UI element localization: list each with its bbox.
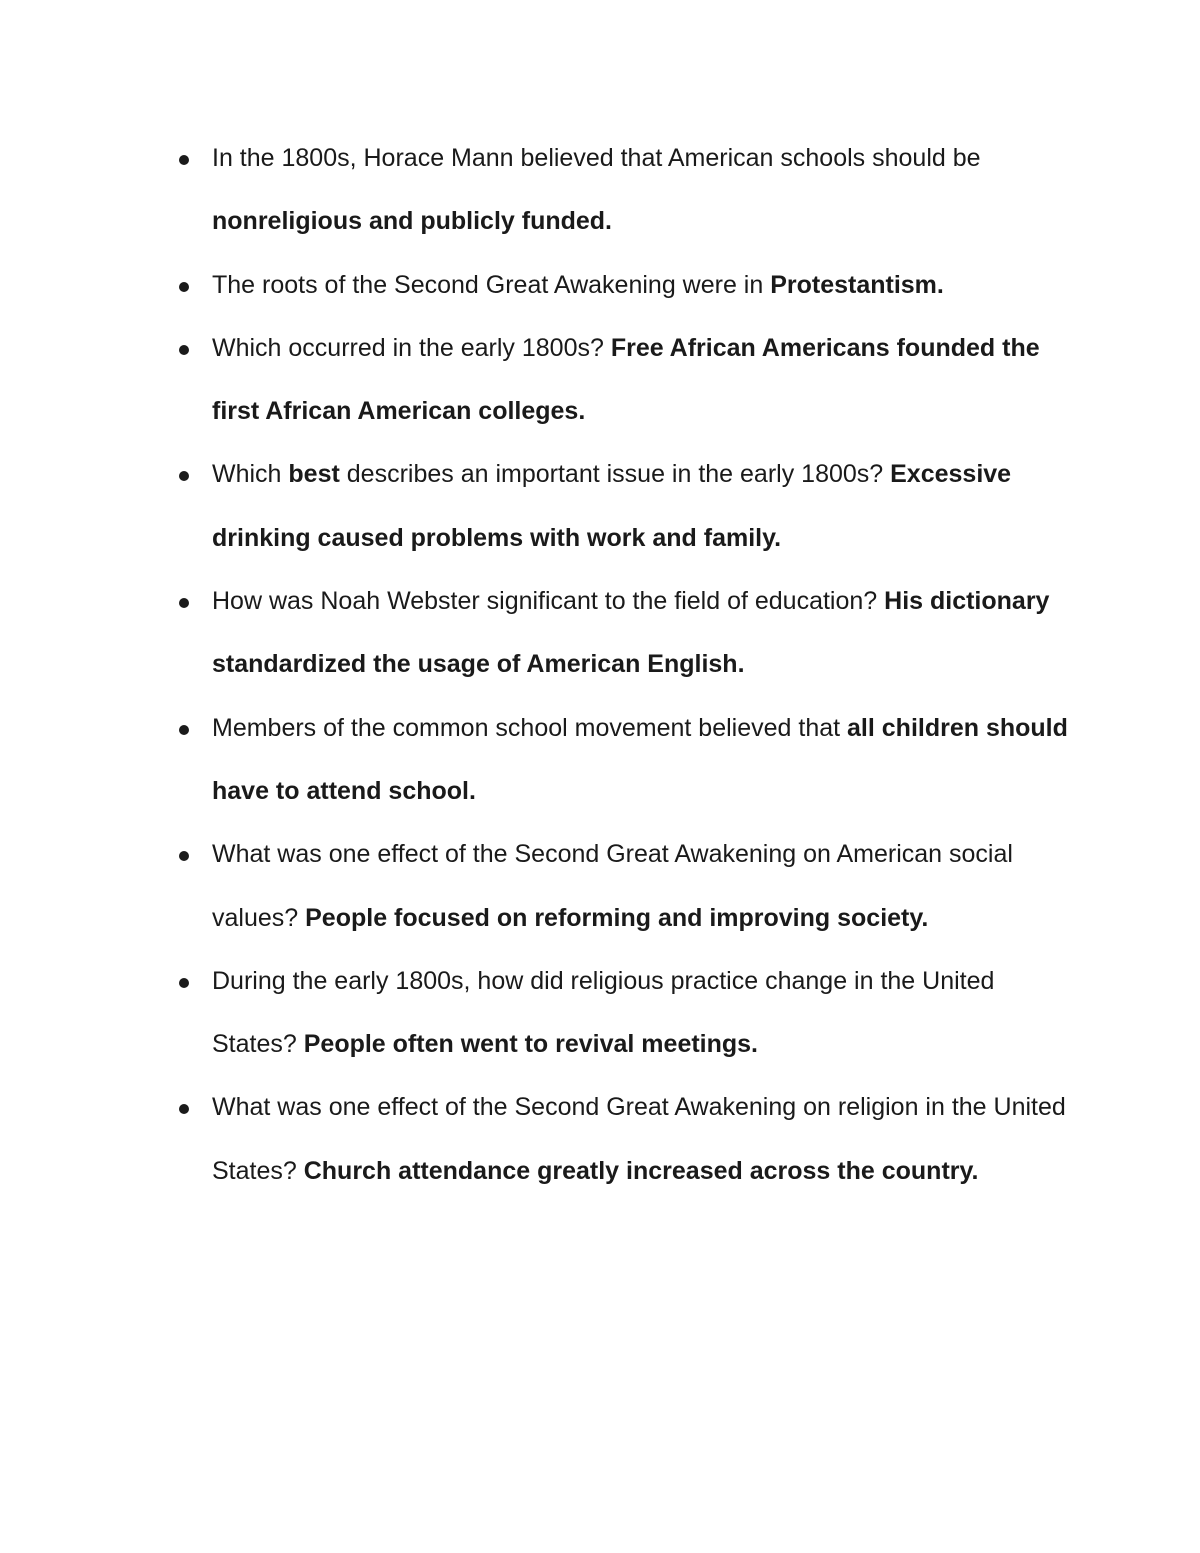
- answer-text: Free African Americans founded the first African American colleges.: [212, 333, 1040, 426]
- bullet-icon: [179, 471, 189, 481]
- list-item: [0, 127, 1072, 254]
- bullet-list: [0, 127, 1200, 1203]
- question-text: The roots of the Second Great Awakening were in: [212, 270, 771, 299]
- question-text: In the 1800s, Horace Mann believed that American schools should be: [212, 144, 981, 172]
- emphasis-text: best: [288, 460, 340, 489]
- answer-text: People focused on reforming and improving society.: [305, 903, 929, 932]
- question-text: During the early 1800s, how did religious practice change in the United States?: [212, 966, 995, 1059]
- list-item: [0, 950, 1072, 1077]
- bullet-icon: [179, 155, 189, 165]
- bullet-icon: [179, 851, 189, 861]
- list-item: [0, 443, 1072, 570]
- bullet-icon: [179, 978, 189, 988]
- question-text: Which: [212, 460, 289, 489]
- list-item: [0, 254, 1072, 317]
- bullet-icon: [179, 598, 189, 608]
- question-text: describes an important issue in the early 1800s?: [346, 460, 891, 489]
- answer-text: His dictionary standardized the usage of American English.: [212, 587, 1050, 679]
- bullet-icon: [179, 345, 189, 355]
- question-text: What was one effect of the Second Great Awakening on American social values?: [212, 840, 1013, 932]
- answer-text: Excessive drinking caused problems with work and family.: [212, 460, 1012, 552]
- question-text: How was Noah Webster significant to the field of education?: [212, 587, 885, 616]
- answer-text: nonreligious and publicly funded.: [212, 207, 612, 236]
- list-item: [0, 570, 1072, 697]
- bullet-icon: [179, 1104, 189, 1114]
- question-text: What was one effect of the Second Great Awakening on religion in the United States?: [212, 1093, 1066, 1185]
- answer-text: Church attendance greatly increased across the country.: [303, 1156, 979, 1185]
- answer-text: all children should have to attend school.: [212, 713, 1068, 805]
- answer-text: People often went to revival meetings.: [303, 1030, 759, 1059]
- bullet-icon: [179, 725, 189, 735]
- question-text: Which occurred in the early 1800s?: [212, 333, 611, 362]
- question-text: Members of the common school movement believed that: [212, 713, 848, 742]
- bullet-icon: [179, 282, 189, 292]
- list-item: [0, 823, 1072, 950]
- list-item: [0, 1076, 1072, 1203]
- list-item: [0, 317, 1072, 444]
- answer-text: Protestantism.: [770, 270, 944, 299]
- list-item: [0, 697, 1072, 824]
